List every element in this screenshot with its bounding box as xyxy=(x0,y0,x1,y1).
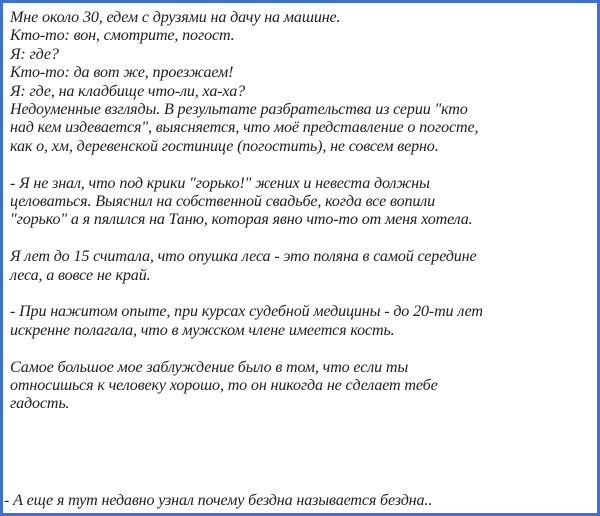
text-line: - При нажитом опыте, при курсах судебной медицины - до 20-ти лет xyxy=(10,303,483,321)
text-line: Самое большое мое заблуждение было в том, что если ты xyxy=(10,358,409,376)
text-line: целоваться. Выяснил на собственной свадьбе, когда все вопили xyxy=(10,193,436,211)
text-line: Недоуменные взгляды. В результате разбрательства из серии "кто xyxy=(10,101,468,119)
paragraph-gap xyxy=(10,285,594,303)
paragraph-cemetery xyxy=(10,9,594,156)
text-line: Кто-то: да вот же, проезжаем! xyxy=(10,64,234,82)
story-text xyxy=(10,9,594,414)
text-line: над кем издевается", выясняется, что моё представление о погосте, xyxy=(10,119,479,137)
paragraph-gap xyxy=(10,340,594,358)
text-line: Я лет до 15 считала, что опушка леса - это поляна в самой середине xyxy=(10,248,477,266)
text-line: леса, а вовсе не край. xyxy=(10,266,151,284)
text-line: Я: где, на кладбище что-ли, ха-ха? xyxy=(10,82,246,100)
paragraph-wedding xyxy=(10,175,594,230)
text-line: - Я не знал, что под крики "горько!" жених и невеста должны xyxy=(10,174,430,192)
text-line: "горько" а я пялился на Таню, которая явно что-то от меня хотела. xyxy=(10,211,473,229)
paragraph-gap xyxy=(10,230,594,248)
paragraph-forest xyxy=(10,248,594,285)
text-line: Я: где? xyxy=(10,45,59,63)
paragraph-kindness xyxy=(10,359,594,414)
paragraph-medicine xyxy=(10,303,594,340)
text-line: как о, хм, деревенской гостинице (погостить), не совсем верно. xyxy=(10,137,439,155)
text-line: Кто-то: вон, смотрите, погост. xyxy=(10,27,235,45)
final-line: - А еще я тут недавно узнал почему бездна называется бездна.. xyxy=(4,492,433,509)
text-line: гадость. xyxy=(10,395,70,413)
paragraph-gap xyxy=(10,156,594,174)
text-line: искренне полагала, что в мужском члене имеется кость. xyxy=(10,321,395,339)
text-line: относишься к человеку хорошо, то он никогда не сделает тебе xyxy=(10,377,438,395)
text-line: Мне около 30, едем с друзями на дачу на машине. xyxy=(10,9,341,26)
